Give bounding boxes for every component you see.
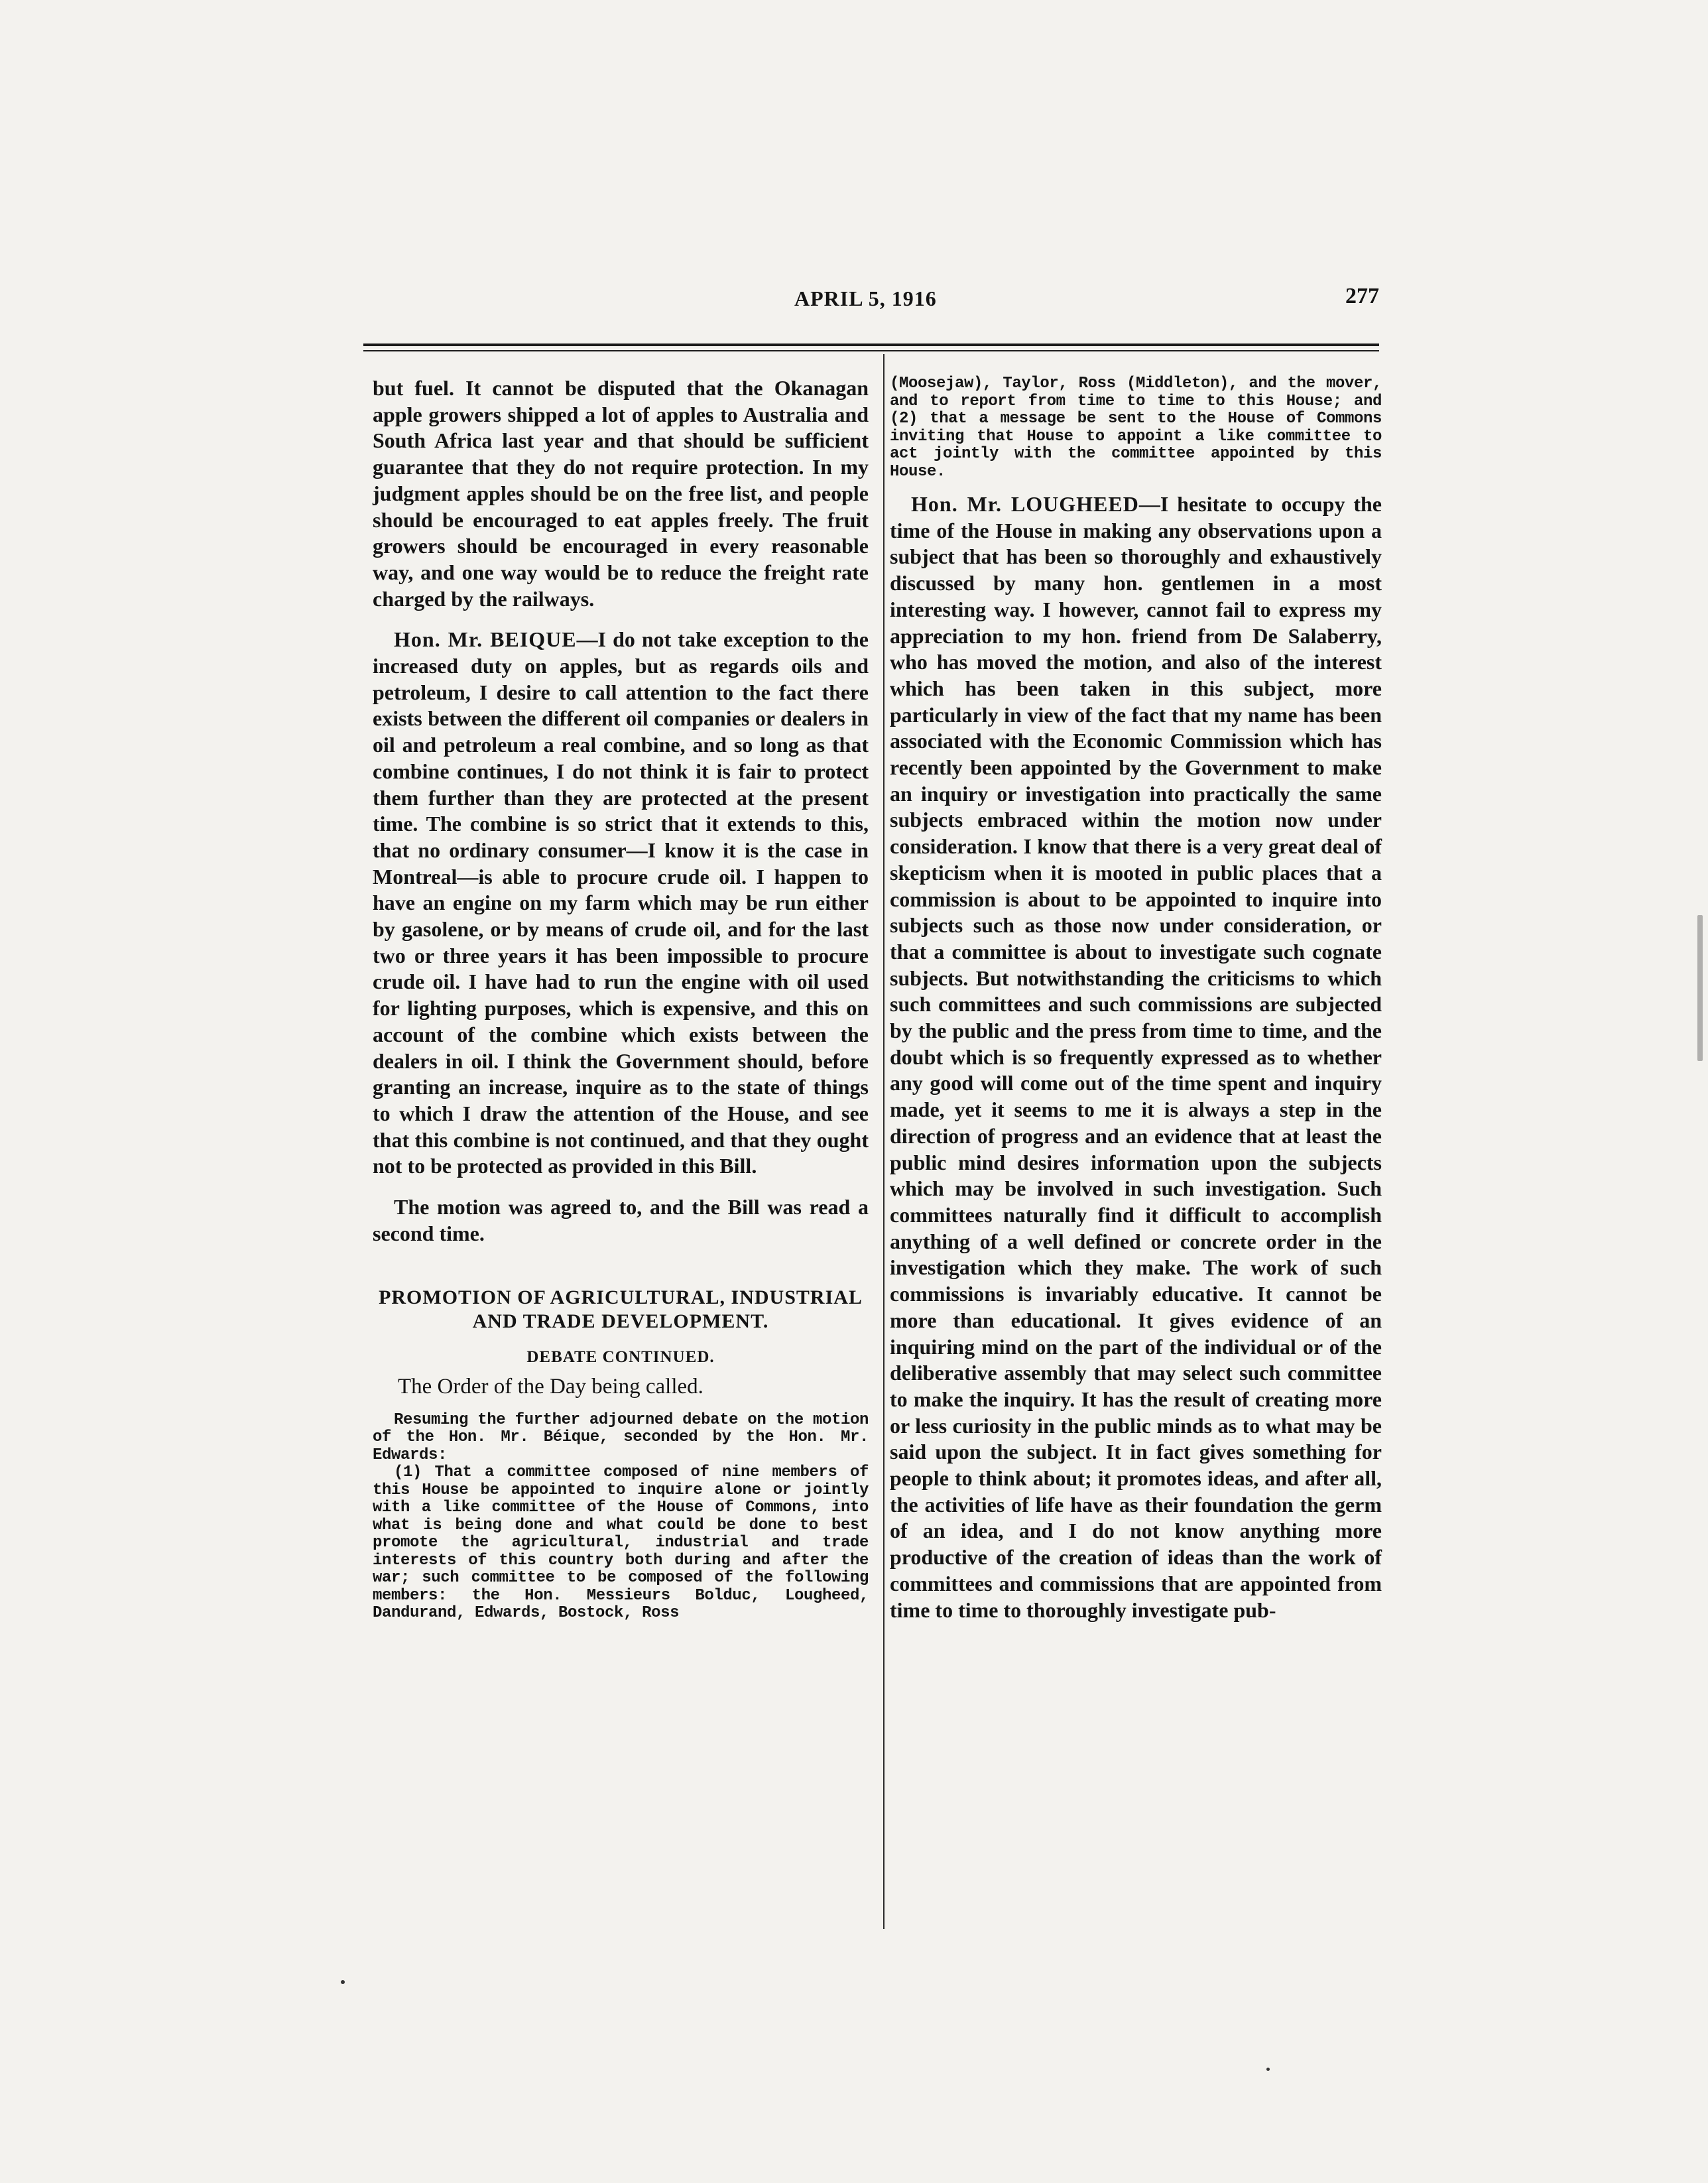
- paragraph-lougheed: [890, 491, 1382, 1623]
- left-column: [373, 375, 869, 1623]
- motion-part-one: (1) That a committee composed of nine members of this House be appointed to inquire alone or jointly with a like committee of the House of Commons, into what is being done and what could be done to best promote the agricultural, industrial and trade interests of this country both during and after the war; such committee to be composed of the following members: the Hon. Messieurs Bolduc, Lougheed, Dandurand, Edwards, Bostock, Ross: [373, 1464, 869, 1622]
- page-header: [363, 286, 1379, 320]
- resuming-text: Resuming the further adjourned debate on the motion of the Hon. Mr. Béique, seconded by the Hon. Mr. Edwards:: [373, 1410, 869, 1464]
- header-rule-thin: [363, 350, 1379, 351]
- section-heading: PROMOTION OF AGRICULTURAL, INDUSTRIAL AND TRADE DEVELOPMENT.: [379, 1286, 863, 1332]
- scan-speck: [1697, 915, 1703, 1061]
- page-date: APRIL 5, 1916: [794, 286, 937, 310]
- page-number: 277: [1345, 284, 1379, 308]
- motion-continued: (Moosejaw), Taylor, Ross (Middleton), and the mover, and to report from time to time to this House; and (2) that a message be sent to the House of Commons inviting that House to appoint a like committee to act jointly with the committee appointed by this House.: [890, 375, 1382, 481]
- scan-speck: [341, 1980, 345, 1984]
- speaker-beique: Hon. Mr. BEIQUE: [394, 627, 577, 652]
- paragraph-beique: [373, 627, 869, 1180]
- paragraph-fuel: but fuel. It cannot be disputed that the Okanagan apple growers shipped a lot of apples to Australia and South Africa last year and that should be sufficient guarantee that they do not require protection. In my judgment apples should be on the free list, and people should be encouraged to eat apples freely. The fruit growers should be encouraged in every reasonable way, and one way would be to reduce the freight rate charged by the railways.: [373, 376, 869, 611]
- header-rule-thick: [363, 343, 1379, 346]
- column-divider: [883, 354, 884, 1929]
- beique-speech: —I do not take exception to the increased duty on apples, but as regards oils and petroleum, I desire to call attention to the fact there exists between the different oil companies or dealers in oil and petroleum a real combine, and so long as that combine continues, I do not think it is fair to protect them further than they are protected at the present time. The combine is so strict that it extends to this, that no ordinary consumer—I know it is the case in Montreal—is able to procure crude oil. I happen to have an engine on my farm which may be run either by gasolene, or by means of crude oil, and for the last two or three years it has been impossible to procure crude oil. I have had to run the engine with oil used for lighting purposes, which is expensive, and this on account of the combine which exists between the dealers in oil. I think the Government should, before granting an increase, inquire as to the state of things to which I draw the attention of the House, and see that this combine is not continued, and that they ought not to be protected as provided in this Bill.: [373, 627, 869, 1178]
- lougheed-speech: —I hesitate to occupy the time of the House in making any observations upon a subject that has been so thoroughly and exhaustively discussed by many hon. gentlemen in a most interesting way. I however, cannot fail to express my appreciation to my hon. friend from De Salaberry, who has moved the motion, and also of the interest which has been taken in this subject, more particularly in view of the fact that my name has been associated with the Economic Commission which has recently been appointed by the Government to make an inquiry or investigation into practically the same subjects embraced within the motion now under consideration. I know that there is a very great deal of skepticism when it is mooted in public places that a commission is about to be appointed to inquire into subjects such as those now under consideration, or that a committee is about to investigate such cognate subjects. But notwithstanding the criticisms to which such committees and such commissions are subjected by the public and the press from time to time, and the doubt which is so frequently expressed as to whether any good will come out of the time spent and inquiry made, yet it seems to me it is always a step in the direction of progress and an evidence that at least the public mind desires information upon the subjects which may be involved in such investigation. Such committees naturally find it difficult to accomplish anything of a well defined or concrete order in the investigation which they make. The work of such commissions is invariably educative. It cannot be more than educational. It gives evidence of an inquiring mind on the part of the individual or of the deliberative assembly that may select such committee to make the inquiry. It has the result of creating more or less curiosity in the public minds as to what may be said upon the subject. It in fact gives something for people to think about; it promotes ideas, and after all, the activities of life have as their foundation the germ of an idea, and I do not know anything more productive of the creation of ideas than the work of committees and commissions that are appointed from time to time to thoroughly investigate pub-: [890, 492, 1382, 1622]
- paragraph-motion-agreed: The motion was agreed to, and the Bill was read a second time.: [373, 1195, 869, 1245]
- right-column: [890, 375, 1382, 1623]
- speaker-lougheed: Hon. Mr. LOUGHEED: [911, 492, 1139, 516]
- scan-speck: [1266, 2068, 1270, 2071]
- section-subheading: DEBATE CONTINUED.: [526, 1347, 715, 1366]
- order-of-day: The Order of the Day being called.: [398, 1374, 703, 1399]
- motion-block: [373, 1412, 869, 1623]
